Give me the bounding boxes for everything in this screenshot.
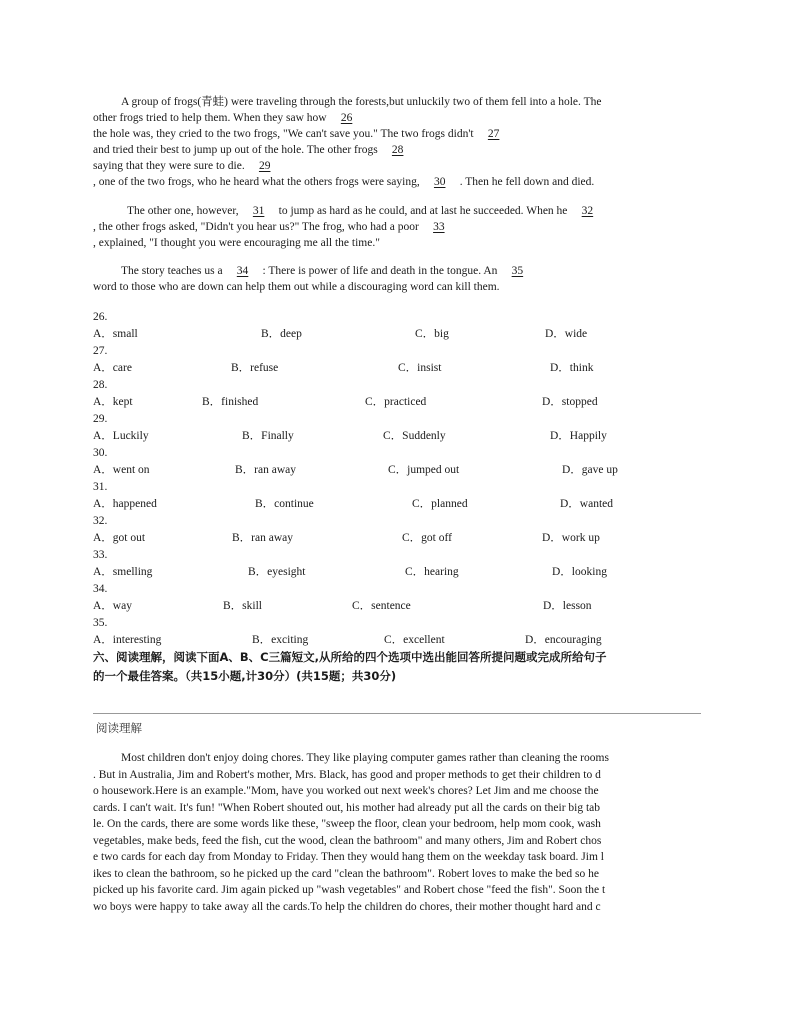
blank-31[interactable]: 31 bbox=[252, 205, 265, 217]
reading-line: cards. I can't wait. It's fun! "When Robert shouted out, his mother had already put all the cards on their big tab bbox=[93, 801, 601, 814]
option-d[interactable]: D．wide bbox=[545, 328, 588, 340]
blank-30[interactable]: 30 bbox=[433, 176, 446, 188]
question-list bbox=[93, 309, 701, 649]
blank-28[interactable]: 28 bbox=[391, 144, 404, 156]
divider bbox=[93, 713, 701, 714]
option-a[interactable]: A．way bbox=[93, 600, 132, 612]
option-b[interactable]: B．Finally bbox=[242, 430, 294, 442]
blank-33[interactable]: 33 bbox=[433, 221, 445, 233]
blank-27[interactable]: 27 bbox=[487, 128, 500, 140]
blank-32[interactable]: 32 bbox=[581, 205, 594, 217]
option-d[interactable]: D．looking bbox=[552, 566, 607, 578]
question-33 bbox=[93, 547, 701, 581]
option-c[interactable]: C．big bbox=[415, 328, 449, 340]
option-d[interactable]: D．lesson bbox=[543, 600, 592, 612]
option-a[interactable]: A．smelling bbox=[93, 566, 153, 578]
passage-line: The story teaches us a 34 : There is power of life and death in the tongue. An 35 bbox=[93, 263, 701, 279]
question-34 bbox=[93, 581, 701, 615]
option-b[interactable]: B．exciting bbox=[252, 634, 309, 646]
blank-35[interactable]: 35 bbox=[511, 265, 524, 277]
cloze-paragraph-2 bbox=[93, 203, 701, 251]
passage-line: word to those who are down can help them out while a discouraging word can kill them. bbox=[93, 281, 500, 293]
question-number: 28. bbox=[93, 379, 108, 391]
passage-line: the hole was, they cried to the two frogs, "We can't save you." The two frogs didn't 27 bbox=[93, 126, 701, 142]
question-number: 29. bbox=[93, 413, 108, 425]
option-b[interactable]: B．continue bbox=[255, 498, 314, 510]
option-d[interactable]: D．work up bbox=[542, 532, 600, 544]
option-b[interactable]: B．skill bbox=[223, 600, 262, 612]
option-c[interactable]: C．excellent bbox=[384, 634, 445, 646]
blank-29[interactable]: 29 bbox=[258, 160, 271, 172]
option-d[interactable]: D．think bbox=[550, 362, 594, 374]
option-b[interactable]: B．ran away bbox=[235, 464, 296, 476]
option-c[interactable]: C．jumped out bbox=[388, 464, 460, 476]
blank-34[interactable]: 34 bbox=[236, 265, 249, 277]
cloze-paragraph-1 bbox=[93, 94, 701, 190]
question-30 bbox=[93, 445, 701, 479]
passage-line: , the other frogs asked, "Didn't you hear us?" The frog, who had a poor 33 bbox=[93, 219, 701, 235]
question-32 bbox=[93, 513, 701, 547]
question-28 bbox=[93, 377, 701, 411]
passage-line: saying that they were sure to die. 29 bbox=[93, 158, 701, 174]
option-a[interactable]: A．care bbox=[93, 362, 132, 374]
reading-line: le. On the cards, there are some words like these, "sweep the floor, clean your bedroom, help mom cook, wash bbox=[93, 818, 601, 830]
section-heading: 六、阅读理解，阅读下面A、B、C三篇短文,从所给的四个选项中选出能回答所提问题或完成所给句子 的一个最佳答案。（共15小题,计30分）(共15题；共30分) bbox=[93, 650, 607, 683]
option-b[interactable]: B．deep bbox=[261, 328, 302, 340]
option-b[interactable]: B．ran away bbox=[232, 532, 293, 544]
option-c[interactable]: C．practiced bbox=[365, 396, 427, 408]
option-b[interactable]: B．refuse bbox=[231, 362, 279, 374]
option-c[interactable]: C．planned bbox=[412, 498, 468, 510]
option-c[interactable]: C．sentence bbox=[352, 600, 411, 612]
question-35 bbox=[93, 615, 701, 649]
option-a[interactable]: A．went on bbox=[93, 464, 150, 476]
option-a[interactable]: A．kept bbox=[93, 396, 133, 408]
option-a[interactable]: A．Luckily bbox=[93, 430, 149, 442]
option-a[interactable]: A．got out bbox=[93, 532, 146, 544]
option-c[interactable]: C．insist bbox=[398, 362, 442, 374]
reading-line: picked up his favorite card. Jim again picked up "wash vegetables" and Robert chose "feed the fish". Soon the t bbox=[93, 884, 606, 896]
reading-line: . But in Australia, Jim and Robert's mother, Mrs. Black, has good and proper methods to get their children to d bbox=[93, 768, 601, 781]
passage-line: , explained, "I thought you were encouraging me all the time." bbox=[93, 237, 380, 249]
option-d[interactable]: D．Happily bbox=[550, 430, 607, 442]
option-b[interactable]: B．finished bbox=[202, 396, 259, 408]
passage-line: other frogs tried to help them. When they saw how 26 bbox=[93, 110, 701, 126]
question-26 bbox=[93, 309, 701, 343]
question-27 bbox=[93, 343, 701, 377]
cloze-paragraph-3 bbox=[93, 263, 701, 295]
option-c[interactable]: C．hearing bbox=[405, 566, 459, 578]
question-number: 30. bbox=[93, 447, 108, 459]
question-31 bbox=[93, 479, 701, 513]
option-a[interactable]: A．small bbox=[93, 328, 138, 340]
question-number: 32. bbox=[93, 515, 108, 527]
option-d[interactable]: D．encouraging bbox=[525, 634, 602, 646]
reading-line: ikes to clean the bathroom, so he picked up the card "clean the bathroom". Robert loves to make the bed so he bbox=[93, 867, 599, 880]
passage-line: A group of frogs(青蛙) were traveling through the forests,but unluckily two of them fell into a hole. The bbox=[121, 96, 602, 108]
option-a[interactable]: A．interesting bbox=[93, 634, 162, 646]
question-number: 33. bbox=[93, 549, 108, 561]
reading-line: wo boys were happy to take away all the cards.To help the children do chores, their mother thought hard and c bbox=[93, 900, 601, 913]
option-b[interactable]: B．eyesight bbox=[248, 566, 306, 578]
question-number: 26. bbox=[93, 311, 108, 323]
question-number: 27. bbox=[93, 345, 108, 357]
passage-line: The other one, however, 31 to jump as hard as he could, and at last he succeeded. When he 32 bbox=[93, 203, 701, 219]
reading-line: o housework.Here is an example."Mom, have you worked out next week's chores? Let Jim and me choose the bbox=[93, 785, 599, 797]
passage-line: and tried their best to jump up out of the hole. The other frogs 28 bbox=[93, 142, 701, 158]
blank-26[interactable]: 26 bbox=[340, 112, 353, 124]
option-d[interactable]: D．gave up bbox=[562, 464, 618, 476]
reading-passage bbox=[93, 750, 701, 915]
question-number: 34. bbox=[93, 583, 108, 595]
reading-line: e two cards for each day from Monday to Friday. Then they would hang them on the weekday task board. Jim l bbox=[93, 851, 604, 863]
reading-title: 阅读理解 bbox=[96, 721, 142, 735]
reading-line: Most children don't enjoy doing chores. They like playing computer games rather than cleaning the rooms bbox=[121, 752, 609, 764]
question-number: 35. bbox=[93, 617, 108, 629]
option-c[interactable]: C．got off bbox=[402, 532, 452, 544]
option-d[interactable]: D．wanted bbox=[560, 498, 614, 510]
option-a[interactable]: A．happened bbox=[93, 498, 157, 510]
passage-line: , one of the two frogs, who he heard what the others frogs were saying, 30 . Then he fell down and died. bbox=[93, 176, 595, 188]
question-number: 31. bbox=[93, 481, 108, 493]
question-29 bbox=[93, 411, 701, 445]
reading-line: vegetables, make beds, feed the fish, cut the wood, clean the bathroom" and many others, Jim and Robert chos bbox=[93, 834, 602, 847]
option-d[interactable]: D．stopped bbox=[542, 396, 598, 408]
option-c[interactable]: C．Suddenly bbox=[383, 430, 446, 442]
